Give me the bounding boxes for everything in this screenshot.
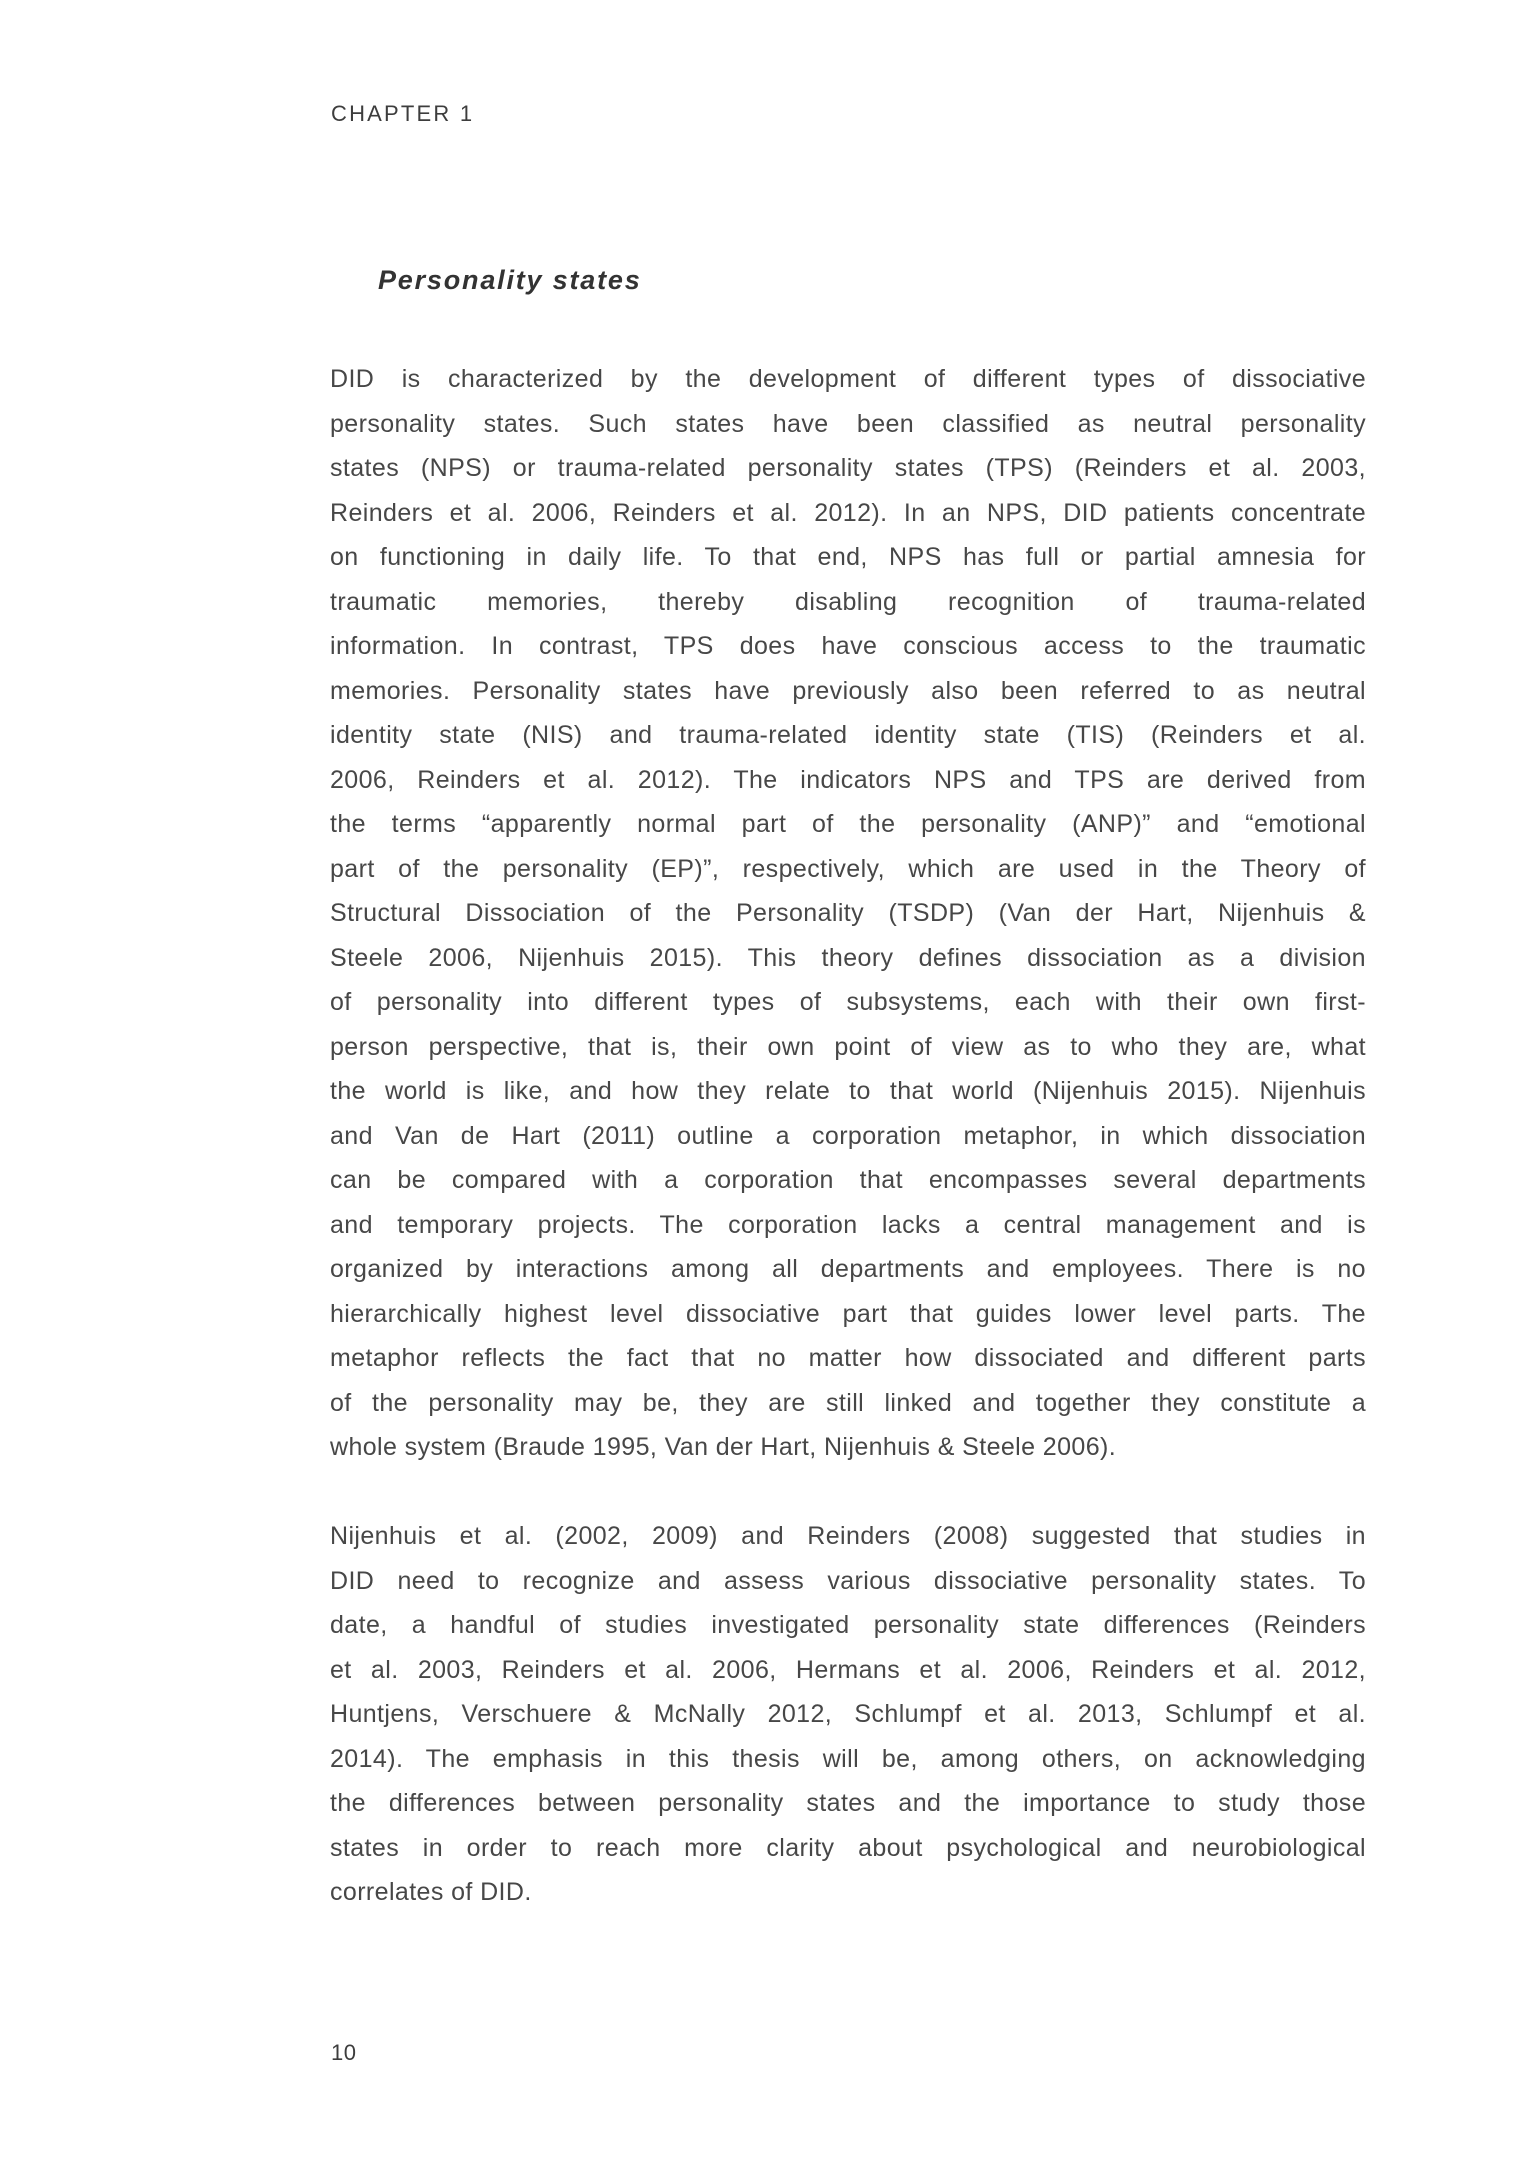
text-line: 2006, Reinders et al. 2012). The indicators NPS and TPS are derived from xyxy=(330,765,1366,794)
chapter-header: CHAPTER 1 xyxy=(331,101,475,126)
text-line: person perspective, that is, their own point of view as to who they are, what xyxy=(330,1032,1366,1061)
text-line: and temporary projects. The corporation lacks a central management and is xyxy=(330,1210,1366,1239)
text-line: DID need to recognize and assess various dissociative personality states. To xyxy=(330,1566,1366,1595)
text-line: of personality into different types of subsystems, each with their own first- xyxy=(330,988,1366,1016)
text-line: identity state (NIS) and trauma-related identity state (TIS) (Reinders et al. xyxy=(330,721,1366,749)
text-line: et al. 2003, Reinders et al. 2006, Hermans et al. 2006, Reinders et al. 2012, xyxy=(330,1655,1366,1684)
text-line: metaphor reflects the fact that no matter how dissociated and different parts xyxy=(330,1344,1366,1372)
text-line: Reinders et al. 2006, Reinders et al. 2012). In an NPS, DID patients concentrate xyxy=(330,498,1366,527)
text-line: and Van de Hart (2011) outline a corporation metaphor, in which dissociation xyxy=(330,1121,1366,1150)
text-line: whole system (Braude 1995, Van der Hart, Nijenhuis & Steele 2006). xyxy=(330,1433,1117,1461)
text-line: information. In contrast, TPS does have conscious access to the traumatic xyxy=(330,632,1366,660)
paragraph xyxy=(330,1514,1366,1915)
text-line: on functioning in daily life. To that end, NPS has full or partial amnesia for xyxy=(330,543,1366,571)
text-line: Huntjens, Verschuere & McNally 2012, Schlumpf et al. 2013, Schlumpf et al. xyxy=(330,1700,1366,1728)
text-line: Nijenhuis et al. (2002, 2009) and Reinders (2008) suggested that studies in xyxy=(330,1522,1366,1550)
text-line: of the personality may be, they are still linked and together they constitute a xyxy=(330,1388,1366,1417)
text-line: part of the personality (EP)”, respectively, which are used in the Theory of xyxy=(330,854,1366,883)
text-line: personality states. Such states have been classified as neutral personality xyxy=(330,409,1366,438)
text-line: the terms “apparently normal part of the personality (ANP)” and “emotional xyxy=(330,810,1366,838)
section-title: Personality states xyxy=(378,265,642,295)
text-line: the world is like, and how they relate to that world (Nijenhuis 2015). Nijenhuis xyxy=(330,1077,1366,1105)
text-line: memories. Personality states have previously also been referred to as neutral xyxy=(330,676,1366,705)
text-line: 2014). The emphasis in this thesis will be, among others, on acknowledging xyxy=(330,1744,1366,1773)
text-line: organized by interactions among all departments and employees. There is no xyxy=(330,1255,1366,1283)
text-line: date, a handful of studies investigated personality state differences (Reinders xyxy=(330,1611,1366,1639)
text-line: Structural Dissociation of the Personality (TSDP) (Van der Hart, Nijenhuis & xyxy=(330,899,1366,927)
body-text xyxy=(330,357,1366,1915)
text-line: states in order to reach more clarity about psychological and neurobiological xyxy=(330,1833,1366,1862)
text-line: correlates of DID. xyxy=(330,1878,532,1906)
text-line: traumatic memories, thereby disabling recognition of trauma-related xyxy=(330,587,1366,616)
text-line: states (NPS) or trauma-related personality states (TPS) (Reinders et al. 2003, xyxy=(330,454,1366,482)
text-line: DID is characterized by the development of different types of dissociative xyxy=(330,365,1366,393)
page-number: 10 xyxy=(331,2040,357,2065)
text-line: the differences between personality states and the importance to study those xyxy=(330,1789,1366,1817)
text-line: can be compared with a corporation that encompasses several departments xyxy=(330,1166,1366,1194)
paragraph xyxy=(330,357,1366,1470)
text-line: hierarchically highest level dissociative part that guides lower level parts. The xyxy=(330,1299,1366,1328)
text-line: Steele 2006, Nijenhuis 2015). This theory defines dissociation as a division xyxy=(330,943,1366,972)
